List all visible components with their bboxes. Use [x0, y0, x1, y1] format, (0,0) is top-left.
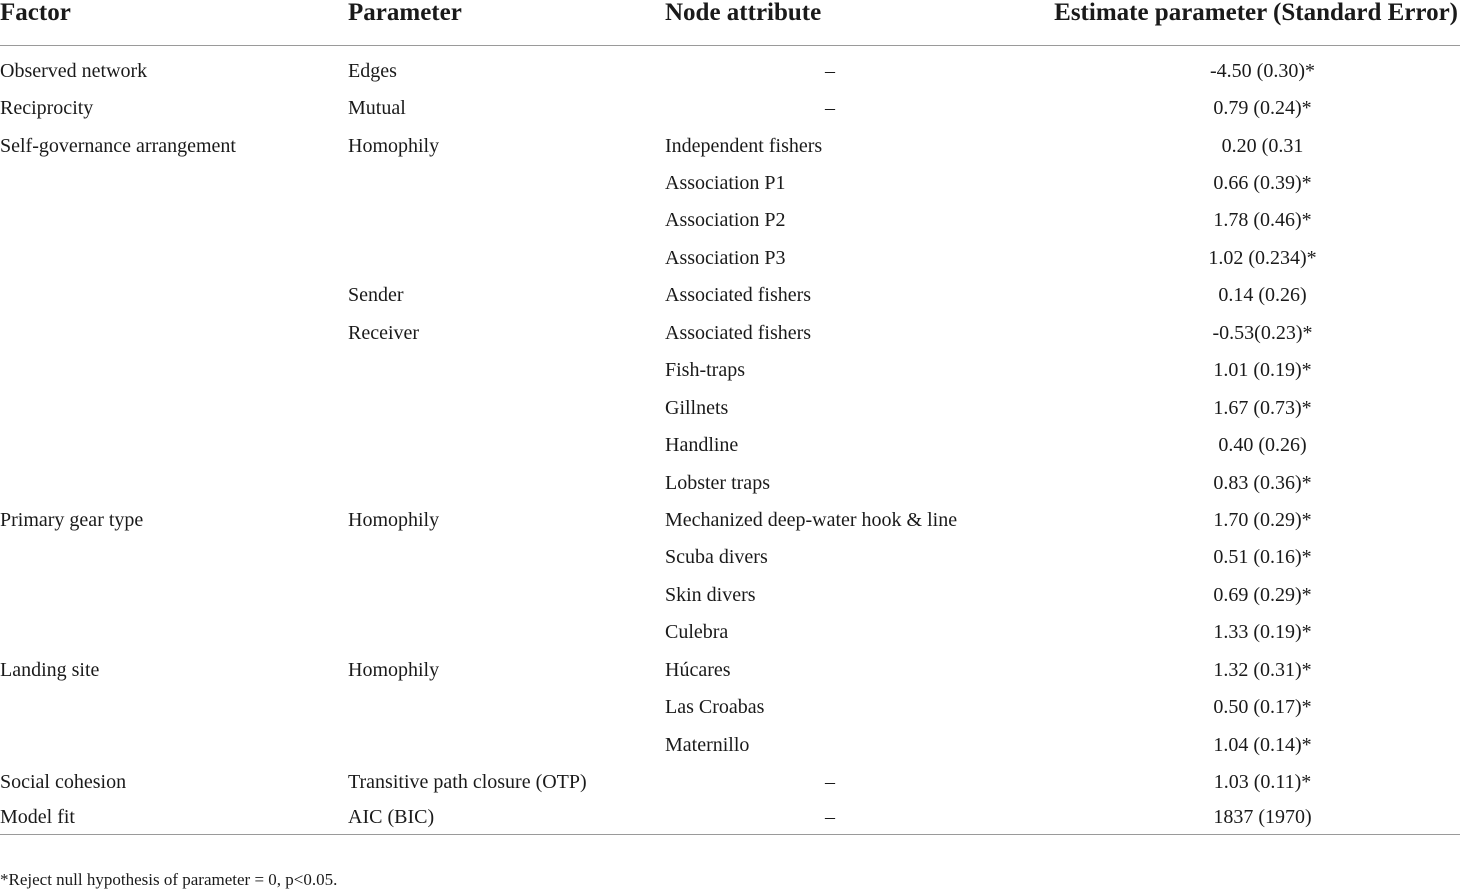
cell-node-attribute: Scuba divers	[665, 546, 768, 569]
cell-factor	[0, 576, 348, 613]
cell-factor: Model fit	[0, 801, 348, 835]
cell-factor	[0, 426, 348, 463]
cell-factor: Observed network	[0, 59, 148, 82]
cell-node-attribute: Associated fishers	[665, 321, 812, 344]
header-row	[0, 0, 1460, 46]
cell-estimate: 1.03 (0.11)*	[1213, 771, 1312, 794]
table-row	[0, 239, 1460, 276]
table-row	[0, 164, 1460, 201]
cell-estimate: -4.50 (0.30)*	[1210, 59, 1315, 82]
table-row	[0, 127, 1460, 164]
cell-factor	[0, 464, 348, 501]
table-row	[0, 202, 1460, 239]
cell-parameter	[348, 614, 665, 651]
cell-node-attribute: Gillnets	[665, 396, 729, 419]
cell-factor	[0, 239, 348, 276]
cell-estimate: 1.33 (0.19)*	[1213, 621, 1312, 644]
cell-parameter	[348, 202, 665, 239]
cell-node-attribute: –	[825, 97, 835, 120]
table-body	[0, 46, 1460, 835]
cell-factor: Primary gear type	[0, 508, 144, 531]
cell-node-attribute: Associated fishers	[665, 284, 812, 307]
cell-parameter	[348, 464, 665, 501]
cell-parameter	[348, 426, 665, 463]
cell-factor	[0, 277, 348, 314]
table-row	[0, 651, 1460, 688]
cell-factor: Reciprocity	[0, 97, 94, 120]
table-row	[0, 688, 1460, 725]
cell-estimate: 1837 (1970)	[995, 801, 1460, 835]
table-row	[0, 726, 1460, 763]
table-row	[0, 801, 1460, 835]
cell-node-attribute: –	[665, 801, 995, 835]
cell-parameter	[348, 164, 665, 201]
cell-parameter: Edges	[348, 59, 397, 82]
cell-estimate: 0.51 (0.16)*	[1213, 546, 1312, 569]
cell-node-attribute: –	[825, 771, 835, 794]
table-row	[0, 539, 1460, 576]
cell-parameter: Homophily	[348, 134, 440, 157]
cell-parameter	[348, 539, 665, 576]
cell-estimate: 1.78 (0.46)*	[1213, 209, 1312, 232]
table-row	[0, 389, 1460, 426]
cell-parameter: Transitive path closure (OTP)	[348, 771, 587, 794]
header-estimate: Estimate parameter (Standard Error)	[995, 0, 1460, 46]
cell-factor: Self-governance arrangement	[0, 134, 236, 157]
cell-factor	[0, 539, 348, 576]
cell-parameter: Sender	[348, 284, 404, 307]
header-parameter: Parameter	[348, 0, 665, 46]
cell-estimate: -0.53(0.23)*	[1212, 321, 1313, 344]
cell-estimate: 0.66 (0.39)*	[1213, 172, 1312, 195]
cell-estimate: 1.70 (0.29)*	[1213, 508, 1312, 531]
cell-factor	[0, 314, 348, 351]
table-row	[0, 763, 1460, 800]
cell-parameter: Receiver	[348, 321, 420, 344]
cell-estimate: 1.01 (0.19)*	[1213, 359, 1312, 382]
cell-node-attribute: Mechanized deep-water hook & line	[665, 508, 958, 531]
cell-estimate: 1.67 (0.73)*	[1213, 396, 1312, 419]
cell-node-attribute: Handline	[665, 434, 739, 457]
cell-node-attribute: Independent fishers	[665, 134, 823, 157]
cell-node-attribute: –	[825, 59, 835, 82]
cell-node-attribute: Association P2	[665, 209, 786, 232]
table-header	[0, 0, 1460, 46]
cell-factor	[0, 614, 348, 651]
table-row	[0, 89, 1460, 126]
table-row	[0, 277, 1460, 314]
cell-factor: Landing site	[0, 658, 100, 681]
cell-parameter: AIC (BIC)	[348, 801, 665, 835]
cell-parameter	[348, 576, 665, 613]
table-row	[0, 614, 1460, 651]
cell-node-attribute: Húcares	[665, 658, 731, 681]
cell-parameter: Homophily	[348, 658, 440, 681]
cell-estimate: 0.79 (0.24)*	[1213, 97, 1312, 120]
cell-factor: Social cohesion	[0, 771, 127, 794]
cell-factor	[0, 202, 348, 239]
cell-node-attribute: Association P1	[665, 172, 786, 195]
cell-parameter	[348, 352, 665, 389]
cell-parameter	[348, 726, 665, 763]
cell-estimate: 0.50 (0.17)*	[1213, 696, 1312, 719]
cell-factor	[0, 688, 348, 725]
cell-node-attribute: Fish-traps	[665, 359, 745, 382]
table-row	[0, 576, 1460, 613]
cell-estimate: 1.04 (0.14)*	[1213, 733, 1312, 756]
cell-node-attribute: Association P3	[665, 246, 786, 269]
cell-estimate: 1.02 (0.234)*	[1208, 246, 1317, 269]
cell-parameter	[348, 389, 665, 426]
table-row	[0, 352, 1460, 389]
table-row	[0, 46, 1460, 90]
header-node-attribute: Node attribute	[665, 0, 995, 46]
table-footnote: *Reject null hypothesis of parameter = 0, p<0.05.	[0, 870, 338, 889]
cell-parameter: Mutual	[348, 97, 406, 120]
table-row	[0, 314, 1460, 351]
table-row	[0, 464, 1460, 501]
cell-node-attribute: Culebra	[665, 621, 729, 644]
cell-factor	[0, 352, 348, 389]
cell-estimate: 0.83 (0.36)*	[1213, 471, 1312, 494]
cell-estimate: 0.69 (0.29)*	[1213, 583, 1312, 606]
cell-parameter: Homophily	[348, 508, 440, 531]
cell-estimate: 1.32 (0.31)*	[1213, 658, 1312, 681]
cell-estimate: 0.40 (0.26)	[1218, 434, 1307, 457]
table-row	[0, 501, 1460, 538]
cell-node-attribute: Skin divers	[665, 583, 756, 606]
cell-estimate: 0.14 (0.26)	[1218, 284, 1307, 307]
cell-parameter	[348, 688, 665, 725]
cell-factor	[0, 164, 348, 201]
cell-factor	[0, 389, 348, 426]
header-factor: Factor	[0, 0, 348, 46]
cell-node-attribute: Las Croabas	[665, 696, 765, 719]
cell-node-attribute: Lobster traps	[665, 471, 770, 494]
cell-factor	[0, 726, 348, 763]
table-row	[0, 426, 1460, 463]
cell-parameter	[348, 239, 665, 276]
cell-estimate: 0.20 (0.31	[1221, 134, 1304, 157]
cell-node-attribute: Maternillo	[665, 733, 750, 756]
